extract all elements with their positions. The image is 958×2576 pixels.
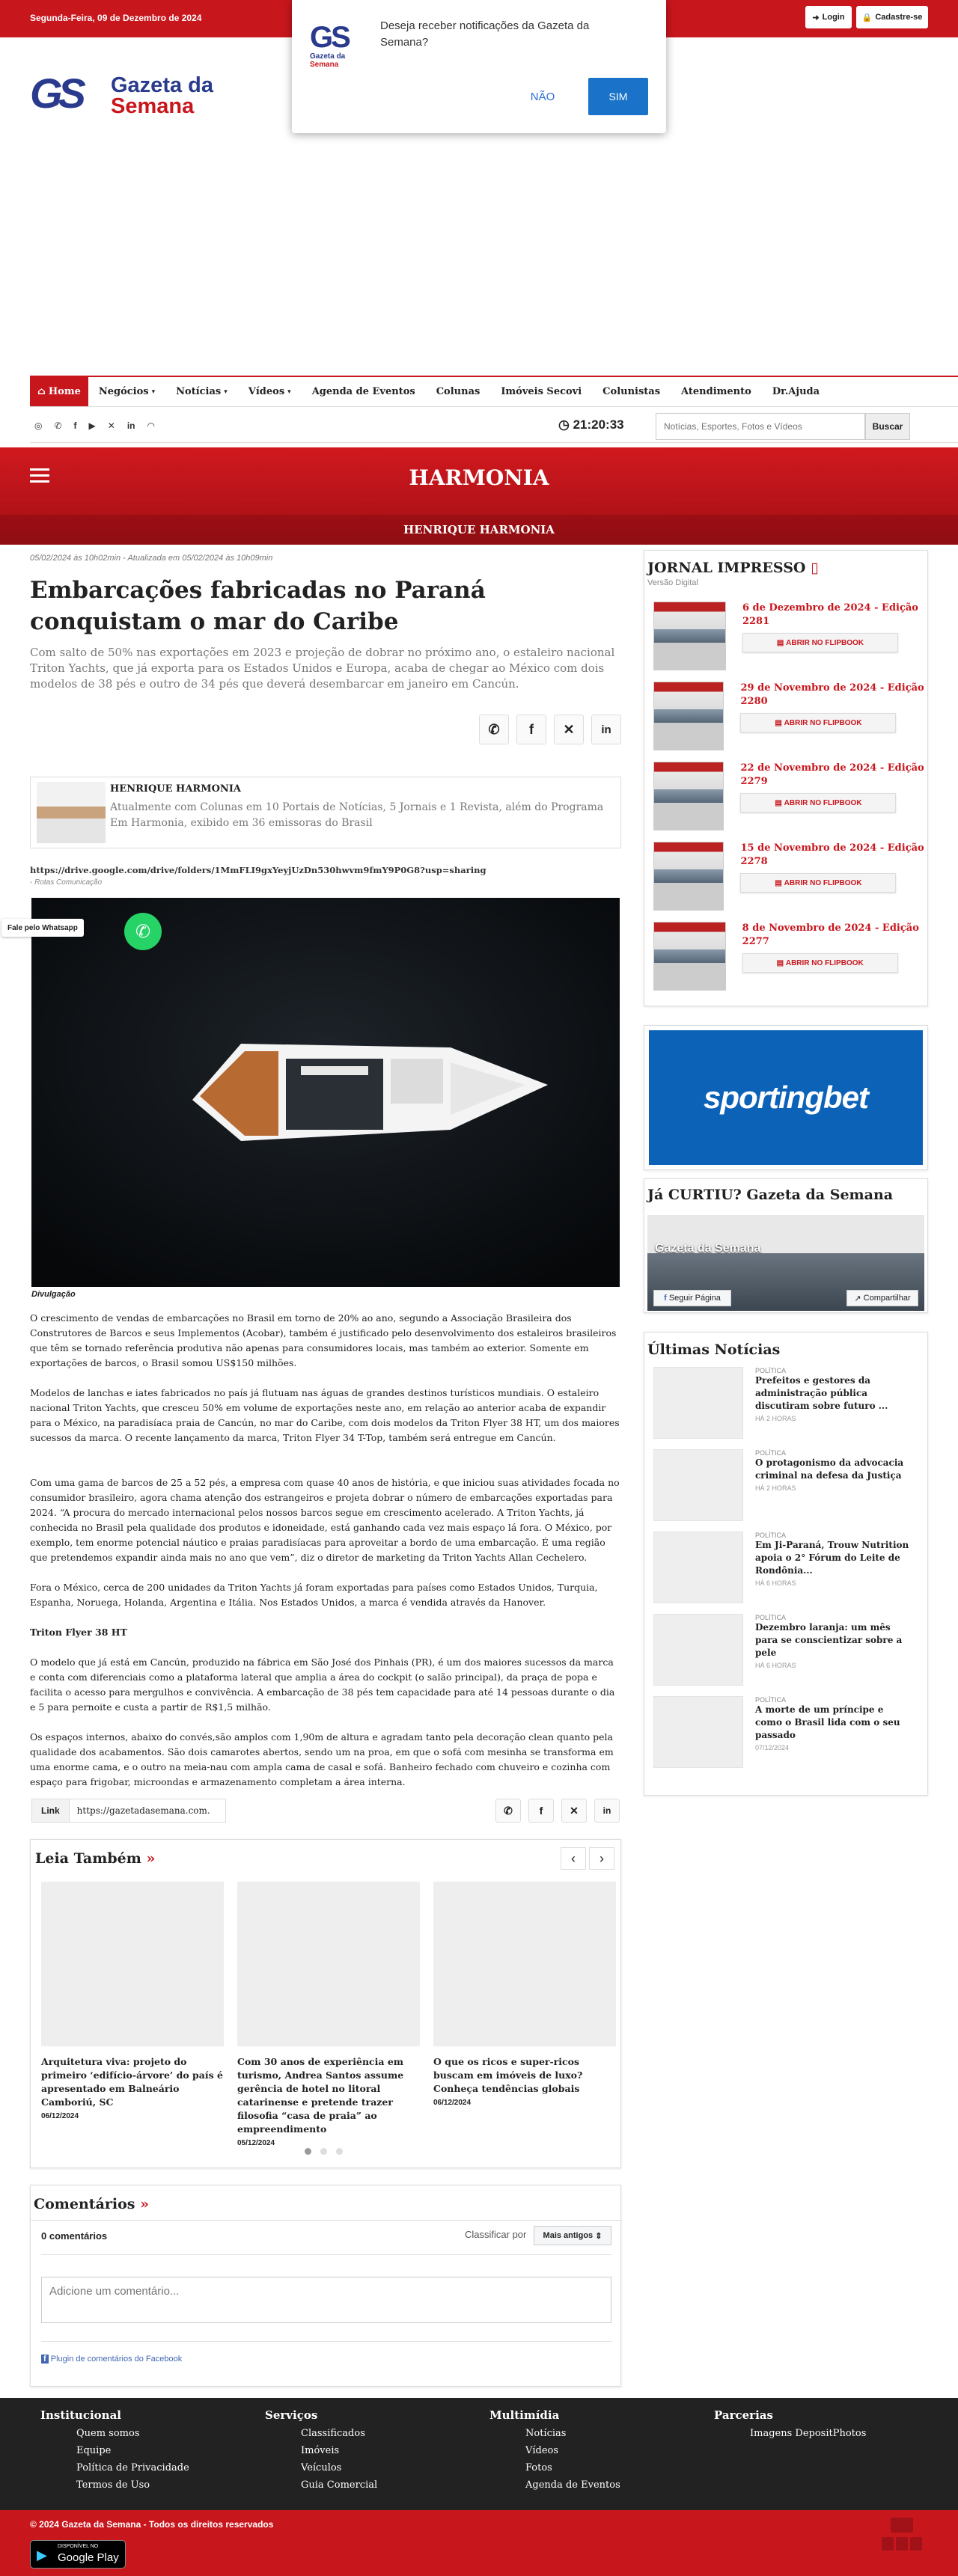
news-category: POLÍTICA [755,1696,787,1704]
author-box [30,777,621,848]
source-link[interactable]: https://drive.google.com/drive/folders/1MmFLI9gxYeyjUzDn530hwvm9fmY9P0G8?usp=sharing [30,865,486,875]
news-title: Prefeitos e gestores da administração pública discutiram sobre futuro ... [755,1375,888,1411]
flipbook-button[interactable]: ▤ ABRIR NO FLIPBOOK [742,953,898,973]
carousel-dot[interactable] [305,2148,311,2155]
news-category: POLÍTICA [755,1614,787,1621]
nav-colunistas[interactable]: Colunistas [602,386,661,397]
comments-title: Comentários » [34,2196,149,2212]
news-time: HÁ 6 HORAS [755,1579,796,1587]
footer-col-title: Multimídia [489,2408,560,2422]
news-time: 07/12/2024 [755,1744,790,1752]
footer [0,2398,958,2510]
notification-yes-button[interactable]: SIM [588,78,648,115]
social-links [34,420,155,431]
news-title: Dezembro laranja: um mês para se conscientizar sobre a pele [755,1622,903,1658]
author-bio: Atualmente com Colunas em 10 Portais de Notícias, 5 Jornais e 1 Revista, além do Programa Em Harmonia, exibido em 36 emissoras do Brasil [110,801,604,829]
facebook-icon[interactable]: f [73,420,77,431]
nav-agenda[interactable]: Agenda de Eventos [311,386,415,397]
fb-share-button[interactable]: ↗ Compartilhar [846,1290,918,1306]
news-title: Em Ji-Paraná, Trouw Nutrition apoia o 2° Fórum do Leite de Rondônia... [755,1540,909,1576]
logo-line1: Gazeta da [111,73,213,97]
file-icon: ▤ [776,638,784,647]
jornal-title: JORNAL IMPRESSO ▯ [647,560,819,576]
share-x-icon[interactable]: ✕ [554,715,584,744]
comments-count: 0 comentários [41,2230,108,2242]
news-image [653,1614,743,1686]
mobile-icon: ▯ [811,560,819,576]
share-whatsapp-icon[interactable]: ✆ [495,1799,521,1823]
news-item[interactable] [644,1362,927,1445]
paragraph: O crescimento de vendas de embarcações no Brasil em torno de 20% ao ano, segundo a Associação Brasileira dos Construtores de Barcos e seus Implementos (Acobar), também é justificado pelo desenvolvimento dos estaleiros brasileiros que têm se tornado referência produtiva não apenas para consumidores locais, mas também ao exterior. Somente em exportações de barcos, o Brasil somou US$150 milhões. [30,1312,617,1368]
footer-link[interactable]: Imóveis [301,2445,340,2456]
play-icon: ▶ [37,2548,47,2563]
fb-page-name: Gazeta da Semana [655,1242,761,1255]
paragraph: Com uma gama de barcos de 25 a 52 pés, a empresa com quase 40 anos de história, e que iniciou suas atividades focada no consumidor brasileiro, agora chama atenção dos estrangeiros e projeta dobrar o número de embarcações exportadas para 2024. “A procura do mercado internacional pelos nossos barcos segue em crescimento acelerado. A Triton Yachts, já conhecida no Brasil pela qualidade dos produtos e idoneidade, está ganhando cada vez mais espaço lá fora. O México, por exemplo, tem enorme potencial náutico e praias paradisíacas para aproveitar a bordo de uma embarcação. É uma região que pretendemos expandir ainda mais no ano que vem”, diz o diretor de marketing da Triton Yachts Allan Cechelero. [30,1477,620,1563]
link-value[interactable]: https://gazetadasemana.com. [76,1805,210,1816]
sort-caret-icon: ⇕ [595,2231,602,2241]
notification-prompt [292,0,666,133]
register-button[interactable]: 🔒 Cadastre-se [856,6,928,28]
boat-illustration [31,898,620,1287]
whatsapp-label[interactable]: Fale pelo Whatsapp [1,919,84,937]
article-body [30,1311,621,1805]
news-item[interactable] [644,1692,927,1774]
youtube-icon[interactable]: ▶ [88,420,96,431]
carousel-prev-icon[interactable]: ‹ [561,1847,586,1870]
carousel-next-icon[interactable]: › [589,1847,614,1870]
caret-down-icon: ▾ [151,388,156,396]
related-card[interactable] [41,1882,224,2120]
curtiu-box [644,1178,928,1313]
file-icon: ▤ [775,798,782,807]
edition-title[interactable]: 15 de Novembro de 2024 - Edição 2278 [740,842,924,867]
paragraph: Fora o México, cerca de 200 unidades da Triton Yachts já foram exportadas para países como Estados Unidos, Turquia, Espanha, Noruega, Holanda, Argentina e Itália. Nos Estados Unidos, a marca é vendida através da Hanover. [30,1582,598,1608]
news-category: POLÍTICA [755,1367,787,1374]
edition-title[interactable]: 29 de Novembro de 2024 - Edição 2280 [740,682,924,707]
article-image [31,898,620,1287]
facebook-icon: f [41,2355,49,2364]
fb-follow-button[interactable]: f Seguir Página [653,1290,731,1306]
news-title: O protagonismo da advocacia criminal na defesa da Justiça [755,1457,904,1481]
leia-title: Leia Também » [35,1850,156,1867]
footer-col-parcerias [714,2408,866,2439]
carousel-dot[interactable] [320,2148,327,2155]
footer-link[interactable]: Imagens DepositPhotos [750,2428,867,2439]
rss-icon[interactable]: ◠ [147,420,155,431]
bottom-bar [0,2510,958,2576]
footer-link[interactable]: Guia Comercial [301,2479,378,2491]
article [7,554,621,2364]
carousel-dots [305,2148,343,2155]
news-category: POLÍTICA [755,1449,787,1457]
clock: ◷ 21:20:33 [558,417,624,432]
related-title: Arquitetura viva: projeto do primeiro ‘edifício-árvore’ do país é apresentado em Balneário Camboriú, SC [41,2056,223,2108]
logo-mark: GS [30,70,82,117]
author-name[interactable]: HENRIQUE HARMONIA [110,783,241,795]
section-subtitle: HENRIQUE HARMONIA [0,515,958,545]
related-card[interactable] [237,1882,420,2147]
article-meta: 05/02/2024 às 10h02min - Atualizada em 05/02/2024 às 10h09min [30,554,273,563]
site-logo[interactable] [30,71,225,116]
current-date: Segunda-Feira, 09 de Dezembro de 2024 [30,13,202,23]
edition-title[interactable]: 8 de Novembro de 2024 - Edição 2277 [742,923,919,947]
ultimas-noticias [644,1332,928,1796]
paragraph: O modelo que já está em Cancún, produzido na fábrica em São José dos Pinhais (PR), é um dos maiores sucessos da marca e conta com diferenciais como a plataforma lateral que amplia a área do cockpit (o salão principal), da praça de popa e facilita o acesso para mergulhos e convivência. A embarcação de 38 pés tem capacidade para até 14 pessoas durante o dia e 5 para pernoite e custa a partir de R$1,5 milhão. [30,1656,615,1713]
footer-col-title: Parcerias [714,2408,773,2422]
news-item[interactable] [644,1609,927,1692]
link-label: Link [32,1799,70,1822]
edition-cover[interactable] [653,922,726,991]
sub-bar [30,410,958,443]
cookie-widget-icon[interactable] [882,2518,924,2554]
link-box [31,1799,226,1823]
logo-line2: Semana [111,94,195,118]
footer-col-title: Serviços [265,2408,318,2422]
news-image [653,1367,743,1439]
edition-cover[interactable] [653,762,724,830]
nav-negocios[interactable]: Negócios ▾ [98,386,156,397]
ad-banner: sportingbet [649,1030,923,1165]
nav-atendimento[interactable]: Atendimento [681,386,751,397]
related-date: 06/12/2024 [41,2112,79,2120]
footer-link[interactable]: Quem somos [76,2428,140,2439]
nav-noticias[interactable]: Notícias ▾ [176,386,228,397]
main-nav [30,376,958,407]
share-whatsapp-icon[interactable]: ✆ [479,715,509,744]
clock-icon: ◷ [558,417,570,432]
carousel-dot[interactable] [336,2148,343,2155]
lock-icon: 🔒 [861,13,873,22]
sort-select[interactable]: Mais antigos ⇕ [534,2226,611,2245]
paragraph: Os espaços internos, abaixo do convés,são amplos com 1,90m de altura e agradam tanto pela decoração clean quanto pela qualidade dos acabamentos. São dois camarotes abertos, sendo um na proa, em que o sofá com mesinha se transforma em uma enorme cama, e o outro na meia-nau com ampla cama de casal e sofá. Banheiro fechado com chuveiro e cozinha com espaço para frigobar, microondas e armazenamento completam a área interna. [30,1731,614,1787]
jornal-subtitle: Versão Digital [647,578,698,587]
footer-col-title: Institucional [40,2408,121,2422]
related-date: 06/12/2024 [433,2099,472,2107]
section-title: HARMONIA [409,465,549,490]
sidebar [644,550,928,1752]
share-facebook-icon[interactable]: f [516,715,546,744]
share-linkedin-icon[interactable]: in [594,1799,620,1823]
nav-imoveis[interactable]: Imóveis Secovi [501,386,582,397]
share-icon: ↗ [854,1294,861,1303]
news-category: POLÍTICA [755,1532,787,1539]
footer-link[interactable]: Veículos [301,2462,342,2473]
share-linkedin-icon[interactable]: in [591,715,621,744]
file-icon: ▤ [776,958,784,967]
related-card[interactable] [433,1882,616,2107]
notification-logo: GS Gazeta da Semana [310,21,349,69]
footer-col-institucional [40,2408,189,2491]
edition-item [644,917,927,997]
flipbook-button[interactable]: ▤ ABRIR NO FLIPBOOK [740,793,896,813]
instagram-icon[interactable]: ◎ [34,420,43,431]
news-time: HÁ 2 HORAS [755,1415,796,1422]
whatsapp-float-icon[interactable]: ✆ [124,913,162,950]
footer-link[interactable]: Política de Privacidade [76,2462,189,2473]
leia-tambem [30,1839,621,2168]
edition-item [644,837,927,917]
search-input[interactable] [656,413,865,440]
share-facebook-icon[interactable]: f [528,1799,554,1823]
nav-videos[interactable]: Vídeos ▾ [248,386,291,397]
google-play-badge[interactable]: ▶ DISPONÍVEL NO Google Play [30,2540,126,2569]
edition-cover[interactable] [653,602,726,670]
file-icon: ▤ [775,878,782,887]
related-title: Com 30 anos de experiência em turismo, Andrea Santos assume gerência de hotel no litoral catarinense e pretende trazer filosofia “casa de praia” ao empreendimento [237,2056,404,2135]
related-title: O que os ricos e super-ricos buscam em imóveis de luxo? Conheça tendências globais [433,2056,583,2094]
news-title: A morte de um príncipe e como o Brasil lida com o seu passado [755,1704,900,1740]
edition-item [644,757,927,837]
section-banner [0,447,958,545]
nav-drajuda[interactable]: Dr.Ajuda [772,386,820,397]
x-icon[interactable]: ✕ [107,420,115,431]
news-time: HÁ 6 HORAS [755,1662,796,1669]
author-avatar [37,782,106,843]
flipbook-button[interactable]: ▤ ABRIR NO FLIPBOOK [740,873,896,893]
nav-colunas[interactable]: Colunas [436,386,480,397]
sportingbet-ad[interactable] [644,1025,928,1170]
news-time: HÁ 2 HORAS [755,1484,796,1492]
login-icon: ➜ [812,13,820,22]
curtiu-title: Já CURTIU? Gazeta da Semana [647,1187,894,1203]
footer-link[interactable]: Agenda de Eventos [525,2479,620,2491]
notification-message: Deseja receber notificações da Gazeta da Semana? [380,19,590,49]
flipbook-button[interactable]: ▤ ABRIR NO FLIPBOOK [742,633,898,652]
linkedin-icon[interactable]: in [126,420,135,431]
ultimas-title: Últimas Notícias [647,1341,781,1358]
footer-link[interactable]: Classificados [301,2428,365,2439]
footer-link[interactable]: Fotos [525,2462,552,2473]
comment-input[interactable] [41,2277,611,2323]
whatsapp-icon[interactable]: ✆ [54,420,62,431]
caret-down-icon: ▾ [287,388,291,396]
caret-down-icon: ▾ [224,388,228,396]
news-image [653,1696,743,1768]
edition-cover[interactable] [653,842,724,911]
comments-section [30,2185,621,2387]
edition-item [644,597,927,677]
edition-title[interactable]: 22 de Novembro de 2024 - Edição 2279 [740,762,924,787]
search-button[interactable]: Buscar [865,413,910,440]
related-date: 05/12/2024 [237,2139,275,2147]
fb-plugin[interactable]: f Plugin de comentários do Facebook [41,2355,182,2364]
footer-link[interactable]: Termos de Uso [76,2479,150,2491]
copyright: © 2024 Gazeta da Semana - Todos os direitos reservados [30,2519,274,2530]
sort-label: Classificar por [465,2229,527,2240]
file-icon: ▤ [775,718,782,727]
article-headline: Embarcações fabricadas no Paraná conquistam o mar do Caribe [30,577,486,635]
facebook-icon: f [664,1294,667,1303]
paragraph: Modelos de lanchas e iates fabricados no país já flutuam nas águas de grandes destinos turísticos mundiais. O estaleiro nacional Triton Yachts, que cresceu 50% em volume de exportações neste ano, em relação ao anterior acaba de expandir para o México, na paradisíaca praia de Cancún, no mar do Caribe, com dois modelos da Triton Flyer 38 HT, um dos maiores sucessos da marca. O recente lançamento da marca, Triton Flyer 34 T-Top, também será entregue em Cancún. [30,1387,620,1443]
jornal-impresso [644,550,928,1006]
news-item[interactable] [644,1527,927,1609]
notification-no-button[interactable]: NÃO [530,90,555,103]
fb-page-widget[interactable] [647,1215,924,1311]
related-image [41,1882,224,2046]
flipbook-button[interactable]: ▤ ABRIR NO FLIPBOOK [740,713,896,732]
edition-cover[interactable] [653,682,724,750]
share-bar-bottom [495,1799,620,1823]
jornal-header [644,551,927,597]
image-caption: Divulgação [31,1290,76,1299]
footer-link[interactable]: Notícias [525,2428,567,2439]
related-image [237,1882,420,2046]
news-image [653,1449,743,1521]
login-button[interactable]: ➜ Login [805,6,852,28]
nav-home[interactable]: ⌂ Home [30,377,88,406]
source-credit: - Rotas Comunicação [30,878,103,887]
share-x-icon[interactable]: ✕ [561,1799,587,1823]
home-icon: ⌂ [37,386,46,397]
edition-item [644,677,927,757]
share-bar-top [479,715,621,744]
article-lead: Com salto de 50% nas exportações em 2023 e projeção de dobrar no próximo ano, o estaleiro nacional Triton Yachts, que já exporta para os Estados Unidos e Europa, acaba de chegar ao México com dois modelos de 38 pés e outro de 34 pés que deverá desembarcar em janeiro em Cancún. [30,646,615,691]
footer-link[interactable]: Equipe [76,2445,112,2456]
footer-link[interactable]: Vídeos [525,2445,559,2456]
footer-col-servicos [265,2408,377,2491]
edition-title[interactable]: 6 de Dezembro de 2024 - Edição 2281 [742,602,918,627]
news-image [653,1532,743,1603]
related-image [433,1882,616,2046]
news-item[interactable] [644,1445,927,1527]
footer-col-multimidia [489,2408,620,2491]
subheading: Triton Flyer 38 HT [30,1627,127,1638]
